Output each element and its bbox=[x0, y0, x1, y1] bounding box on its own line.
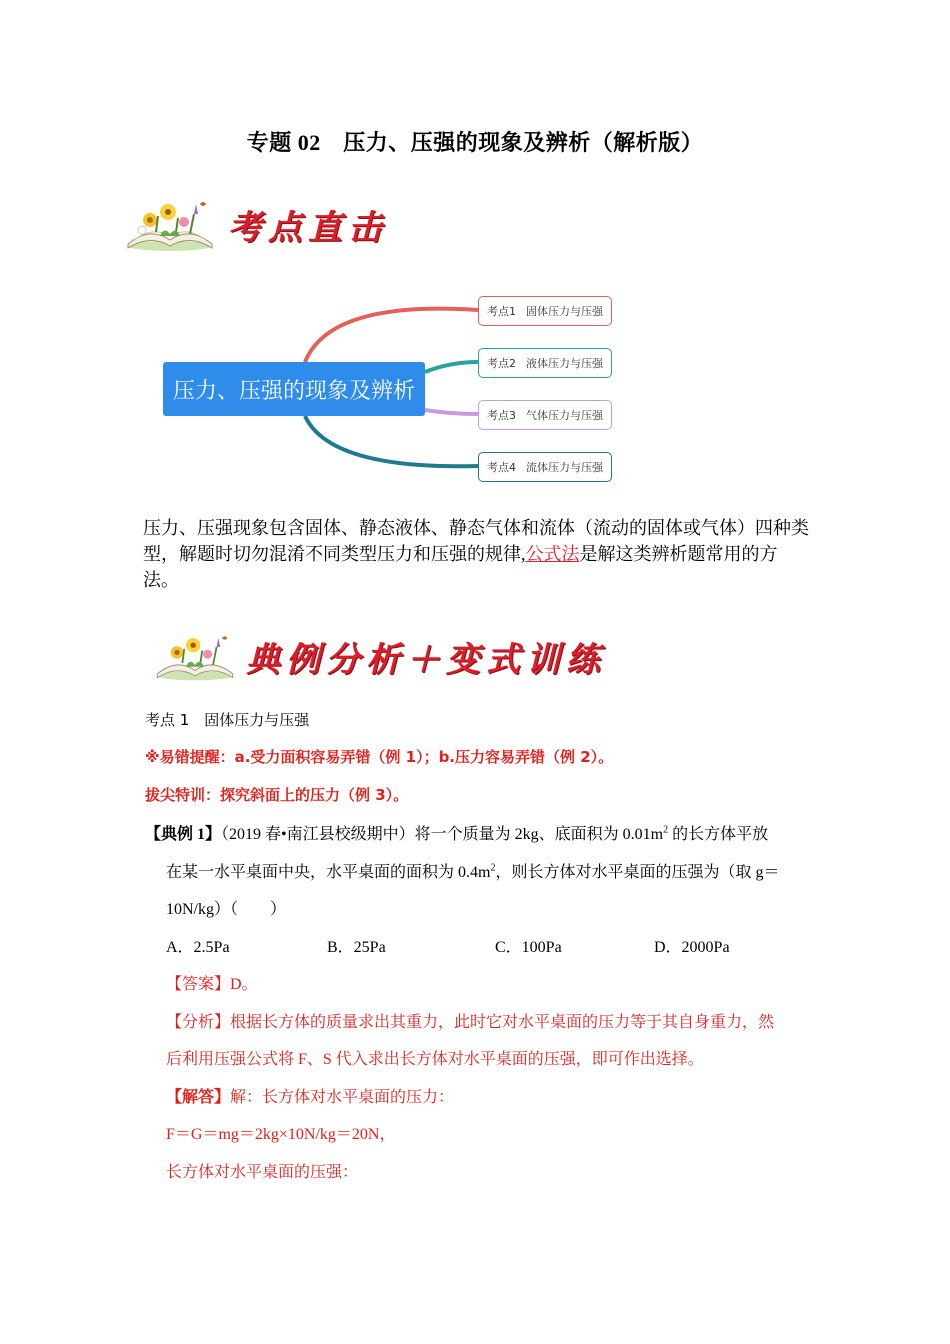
point1-special: 拔尖特训：探究斜面上的压力（例 3）。 bbox=[145, 786, 409, 804]
example1-line1 bbox=[145, 821, 768, 844]
point1-heading: 考点 1 固体压力与压强 bbox=[145, 711, 310, 729]
example1-text: （2019 春•南江县校级期中）将一个质量为 2kg、底面积为 0.01m bbox=[221, 826, 664, 843]
option-b: B．25Pa bbox=[327, 939, 386, 956]
mindmap-root: 压力、压强的现象及辨析 bbox=[163, 362, 425, 416]
intro-text-before: 压力、压强现象包含固体、静态液体、静态气体和流体（流动的固体或气体）四种类型，解题时切勿混淆不同类型压力和压强的规律, bbox=[143, 518, 809, 564]
example1-text: 的长方体平放 bbox=[668, 826, 769, 843]
solution-line bbox=[166, 1084, 454, 1107]
mindmap-node-tag: 考点3 bbox=[487, 409, 516, 422]
document-title: 专题 02 压力、压强的现象及辨析（解析版） bbox=[246, 130, 704, 155]
point1-warning: ※易错提醒：a.受力面积容易弄错（例 1）；b.压力容易弄错（例 2）。 bbox=[145, 748, 614, 766]
section-title-dianli: 典例分析＋变式训练 bbox=[246, 639, 606, 680]
superscript: 2 bbox=[490, 862, 496, 874]
mindmap-node-label: 流体压力与压强 bbox=[526, 461, 603, 474]
mindmap-node-label: 固体压力与压强 bbox=[526, 305, 603, 318]
mindmap-node-tag: 考点1 bbox=[487, 305, 516, 318]
option-a: A．2.5Pa bbox=[166, 939, 230, 956]
intro-paragraph bbox=[143, 515, 813, 593]
formula-method-link[interactable]: 公式法 bbox=[525, 544, 580, 564]
mindmap-node-tag: 考点4 bbox=[487, 461, 516, 474]
section-dianli-header bbox=[150, 626, 606, 686]
open-book-flowers-icon bbox=[150, 626, 240, 686]
option-c: C．100Pa bbox=[495, 939, 562, 956]
section-title-kaodian: 考点直击 bbox=[228, 207, 388, 248]
mindmap-connectors bbox=[0, 0, 950, 520]
solution-label: 【解答】 bbox=[166, 1089, 231, 1106]
answer-line: 【答案】D。 bbox=[166, 976, 258, 993]
mindmap-node-1 bbox=[478, 296, 612, 326]
solution-next: 长方体对水平桌面的压强： bbox=[166, 1164, 359, 1181]
superscript: 2 bbox=[663, 824, 669, 836]
analysis-line2: 后利用压强公式将 F、S 代入求出长方体对水平桌面的压强，即可作出选择。 bbox=[166, 1051, 704, 1068]
mindmap-node-3 bbox=[478, 400, 612, 430]
example1-text: 在某一水平桌面中央，水平桌面的面积为 0.4m bbox=[166, 864, 491, 881]
example1-label: 【典例 1】 bbox=[145, 826, 222, 843]
mindmap-node-tag: 考点2 bbox=[487, 357, 516, 370]
mindmap-node-4 bbox=[478, 452, 612, 482]
solution-formula: F＝G＝mg＝2kg×10N/kg＝20N， bbox=[166, 1126, 396, 1143]
example1-line3: 10N/kg）（ ） bbox=[166, 901, 287, 918]
solution-text: 解：长方体对水平桌面的压力： bbox=[230, 1089, 455, 1106]
mindmap-node-2 bbox=[478, 348, 612, 378]
analysis-line1: 【分析】根据长方体的质量求出其重力，此时它对水平桌面的压力等于其自身重力，然 bbox=[166, 1014, 775, 1031]
option-d: D．2000Pa bbox=[654, 939, 730, 956]
mindmap-node-label: 气体压力与压强 bbox=[526, 409, 603, 422]
intro-text-after: 是解这类辨析题常用的方法。 bbox=[143, 544, 778, 590]
example1-line2 bbox=[166, 859, 779, 882]
mindmap-node-label: 液体压力与压强 bbox=[526, 357, 603, 370]
example1-text: ，则长方体对水平桌面的压强为（取 g＝ bbox=[495, 864, 780, 881]
